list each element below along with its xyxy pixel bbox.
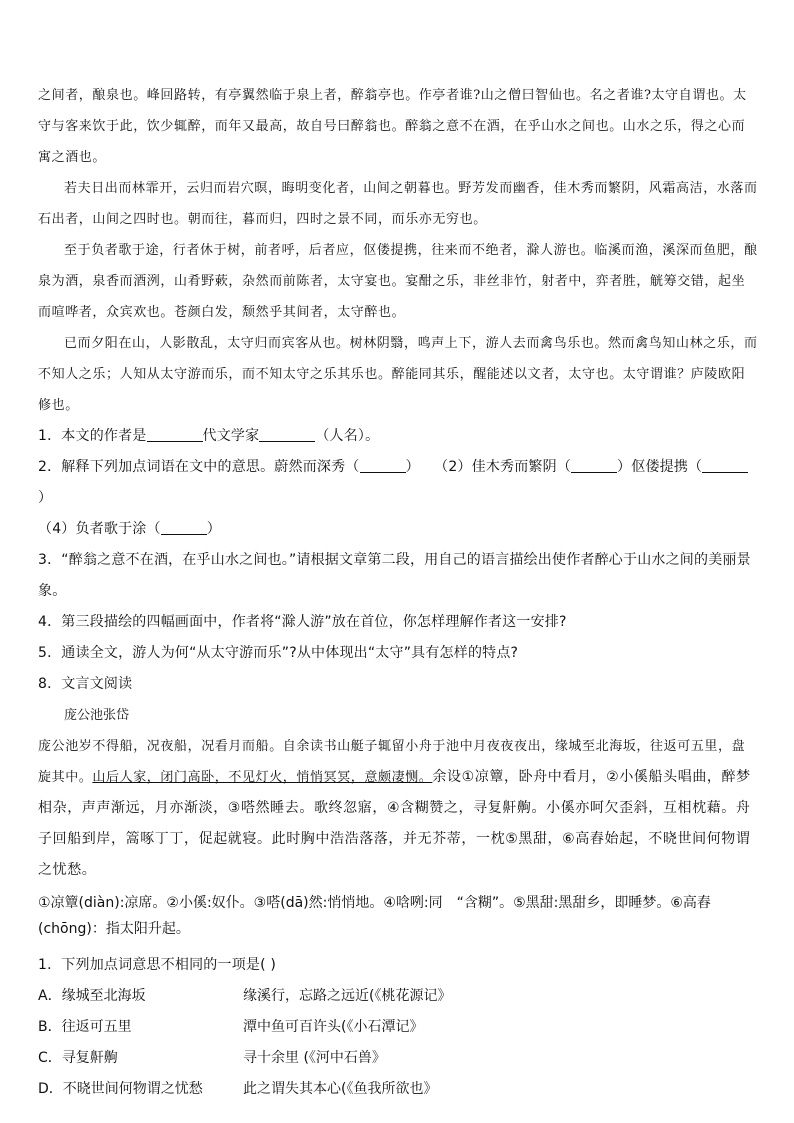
passage-paragraph-1: 之间者，酿泉也。峰回路转，有亭翼然临于泉上者，醉翁亭也。作亭者谁?山之僧曰智仙也。名之者谁?太守自谓也。太守与客来饮于此，饮少辄醉，而年又最高，故自号曰醉翁也。醉翁之意不在酒，在乎山水之间也。山水之乐，得之心而寓之酒也。 <box>38 88 747 165</box>
section-heading: 8．文言文阅读 <box>38 676 133 692</box>
passage-paragraph-2: 若夫日出而林霏开，云归而岩穴暝，晦明变化者，山间之朝暮也。野芳发而幽香，佳木秀而繁阴，风霜高洁，水落而石出者，山间之四时也。朝而往，暮而归，四时之景不同，而乐亦无穷也。 <box>38 181 758 227</box>
question-3: 3．“醉翁之意不在酒，在乎山水之间也。”请根据文章第二段，用自己的语言描绘出使作者醉心于山水之间的美丽景象。 <box>38 552 751 599</box>
underlined-sentence: 山后人家，闭门高卧，不见灯火，悄悄冥冥，意颇凄恻。 <box>92 770 433 785</box>
question-1: 1．本文的作者是 代文学家 （人名）。 <box>38 428 380 444</box>
passage-title: 庞公池张岱 <box>64 708 130 723</box>
option-b[interactable]: B．往返可五里 潭中鱼可百许头(《小石潭记》 <box>38 1019 424 1035</box>
question-5: 5．通读全文，游人为何“从太守游而乐”?从中体现出“太守”具有怎样的特点? <box>38 645 519 661</box>
question-4: 4．第三段描绘的四幅画面中，作者将“滁人游”放在首位，你怎样理解作者这一安排? <box>38 614 567 630</box>
question-2: 2．解释下列加点词语在文中的意思。蔚然而深秀（ ） （2）佳木秀而繁阴（ ）伛偻提携（） <box>38 452 758 514</box>
mc-options <box>38 981 758 1105</box>
option-c[interactable]: C．寻复鼾齁 寻十余里 (《河中石兽》 <box>38 1050 386 1066</box>
answer-blank[interactable] <box>259 427 315 442</box>
answer-blank[interactable] <box>571 458 617 473</box>
passage-2-text: 庞公池岁不得船，况夜船，况看月而船。自余读书山艇子辄留小舟于池中月夜夜夜出，缘城至北海坂，往返可五里，盘旋其中。山后人家，闭门高卧，不见灯火，悄悄冥冥，意颇凄恻。余设①凉簟，卧舟中看月，②小傒船头唱曲，醉梦相杂，声声渐远，月亦渐淡，③嗒然睡去。歌终忽寤，④含糊赞之，寻复鼾齁。小傒亦呵欠歪斜，互相枕藉。舟子回船到岸，篙啄丁丁，促起就寝。此时胸中浩浩落落，并无芥蒂，一枕⑤黑甜，⑥高舂始起，不晓世间何物谓之忧愁。 <box>38 739 751 878</box>
answer-blank[interactable] <box>702 458 748 473</box>
option-d[interactable]: D．不晓世间何物谓之忧愁 此之谓失其本心(《鱼我所欲也》 <box>38 1081 438 1097</box>
document-page <box>38 80 758 1105</box>
answer-blank[interactable] <box>360 458 406 473</box>
answer-blank[interactable] <box>161 520 207 535</box>
passage-paragraph-3: 至于负者歌于途，行者休于树，前者呼，后者应，伛偻提携，往来而不绝者，滁人游也。临溪而渔，溪深而鱼肥，酿泉为酒，泉香而酒洌，山肴野蔌，杂然而前陈者，太守宴也。宴酣之乐，非丝非竹，射者中，弈者胜，觥筹交错，起坐而喧哗者，众宾欢也。苍颜白发，颓然乎其间者，太守醉也。 <box>38 243 758 320</box>
passage-paragraph-4: 已而夕阳在山，人影散乱，太守归而宾客从也。树林阴翳，鸣声上下，游人去而禽鸟乐也。然而禽鸟知山林之乐，而不知人之乐；人知从太守游而乐，而不知太守之乐其乐也。醉能同其乐，醒能述以文者，太守也。太守谓谁？庐陵欧阳修也。 <box>38 336 758 413</box>
footnotes: ①凉簟(diàn):凉席。②小傒:奴仆。③嗒(dā)然:悄悄地。④唅咧:同 “含糊”。⑤黑甜:黑甜乡，即睡梦。⑥高舂(chōng)：指太阳升起。 <box>38 895 711 937</box>
question-2-part-4: （4）负者歌于涂（ ） <box>38 521 221 537</box>
answer-blank[interactable] <box>147 427 203 442</box>
option-a[interactable]: A．缘城至北海坂 缘溪行，忘路之远近(《桃花源记》 <box>38 988 452 1004</box>
mc-question: 1．下列加点词意思不相同的一项是( ) <box>38 957 277 973</box>
